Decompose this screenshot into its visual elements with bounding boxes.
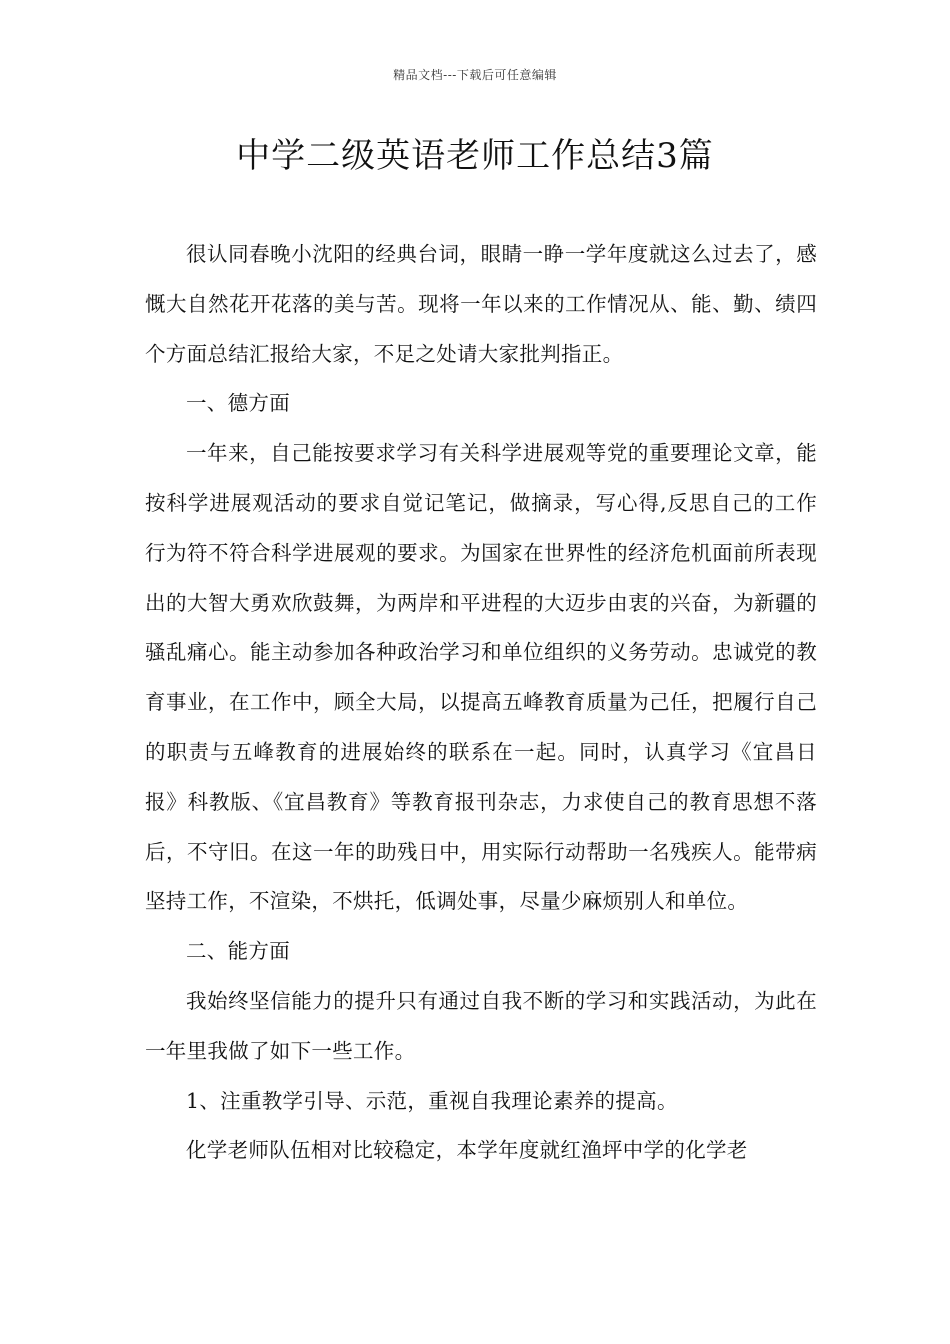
subsection-heading: 1、注重教学引导、示范，重视自我理论素养的提高。 [186,1088,678,1113]
paragraph: 很认同春晚小沈阳的经典台词，眼睛一睁一学年度就这么过去了，感慨大自然花开花落的美与苦。现将一年以来的工作情况从、能、勤、绩四个方面总结汇报给大家，不足之处请大家批判指正。 [145,242,817,366]
document-title: 中学二级英语老师工作总结3篇 [236,136,714,176]
section-heading: 二、能方面 [186,939,290,964]
header-note: 精品文档---下载后可任意编辑 [393,68,557,82]
paragraph: 我始终坚信能力的提升只有通过自我不断的学习和实践活动，为此在一年里我做了如下一些工作。 [145,988,817,1063]
section-heading: 一、德方面 [186,391,290,416]
paragraph: 一年来，自己能按要求学习有关科学进展观等党的重要理论文章，能按科学进展观活动的要求自觉记笔记，做摘录，写心得,反思自己的工作行为符不符合科学进展观的要求。为国家在世界性的经济危机面前所表现出的大智大勇欢欣鼓舞，为两岸和平进程的大迈步由衷的兴奋，为新疆的骚乱痛心。能主动参加各种政治学习和单位组织的义务劳动。忠诚党的教育事业，在工作中，顾全大局，以提高五峰教育质量为己任，把履行自己的职责与五峰教育的进展始终的联系在一起。同时，认真学习《宜昌日报》科教版、《宜昌教育》等教育报刊杂志，力求使自己的教育思想不落后，不守旧。在这一年的助残日中，用实际行动帮助一名残疾人。能带病坚持工作，不渲染，不烘托，低调处事，尽量少麻烦别人和单位。 [145,441,817,914]
document-body [145,230,817,1176]
paragraph: 化学老师队伍相对比较稳定，本学年度就红渔坪中学的化学老 [186,1138,748,1163]
